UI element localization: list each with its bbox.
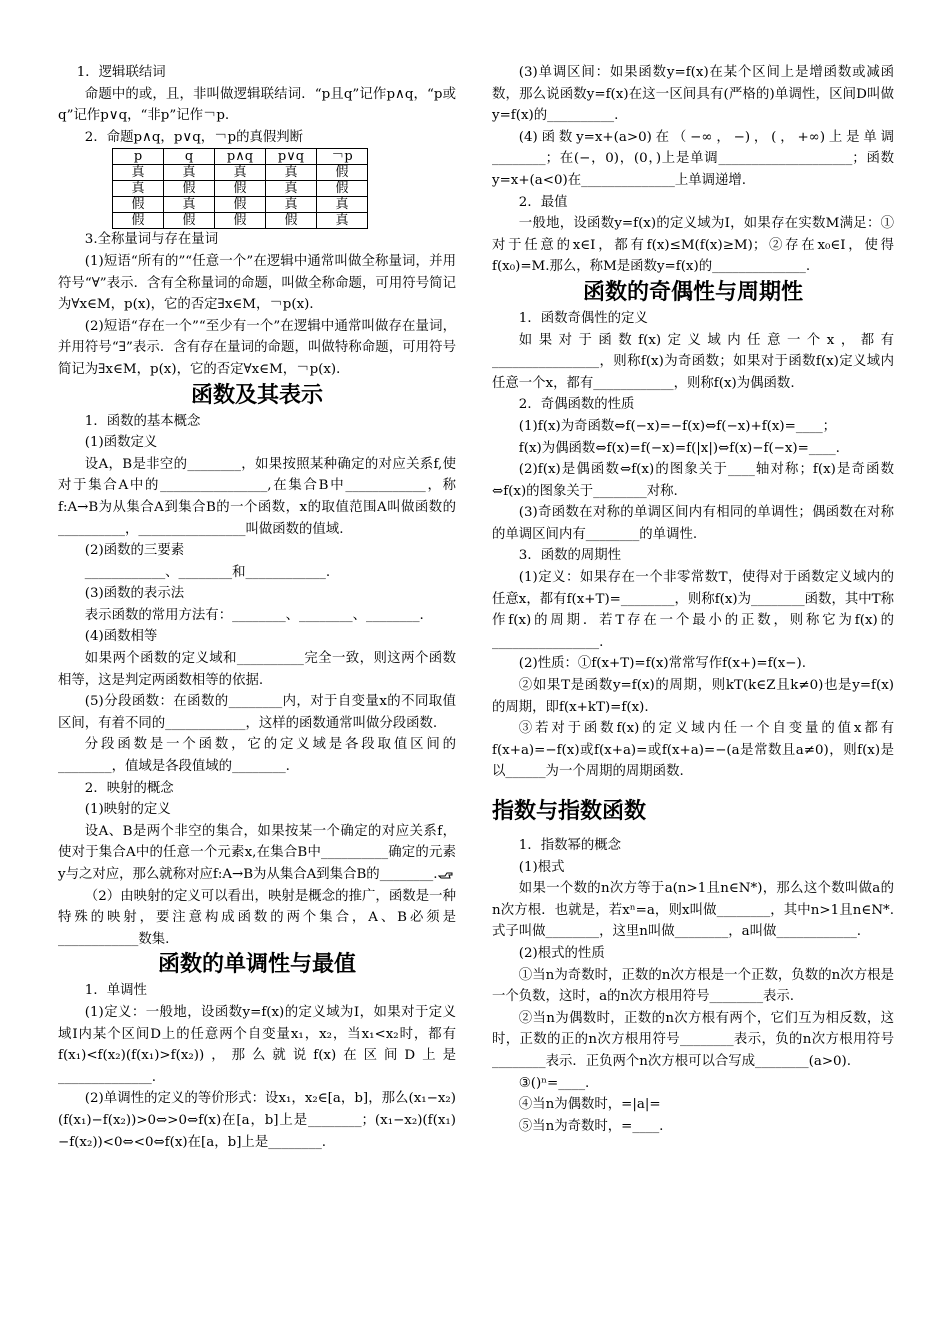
radical-property-3: ③()ⁿ=____. [518,1075,590,1091]
heading-parity-periodicity: 函数的奇偶性与周期性 [582,279,803,305]
function-equality-title: (4)函数相等 [84,629,158,645]
table-cell: 假 [113,213,164,229]
quantifier-title: 3.全称量词与存在量词 [84,232,219,248]
radical-property-odd: ①当n为奇数时，正数的n次方根是一个正数，负数的n次方根是一个负数，这时，a的n次方根用符号________表示. [492,967,894,1005]
header-or: p∨q [266,149,317,165]
periodicity-definition: (1)定义：如果存在一个非零常数T，使得对于函数定义域内的任意x，都有f(x+T)=________，则称f(x)为________函数，其中T称作f(x)的周期．若T存在一个最小的正数，则称它为f(x)的________________. [492,570,894,650]
piecewise-domain-paragraph: 分段函数是一个函数，它的定义域是各段取值区间的________，值域是各段值域的________. [58,737,456,775]
table-cell: 真 [164,165,215,181]
monotonicity-equivalent-forms: (2)单调性的定义的等价形式：设x₁，x₂∈[a，b]，那么(x₁−x₂)(f(x₁)−f(x₂))>0⇔>0⇔f(x)在[a，b]上是________；(x₁−x₂)(f(x₁)−f(x₂))<0⇔<0⇔f(x)在[a，b]上是________. [58,1091,456,1150]
extremum-paragraph: 一般地，设函数y=f(x)的定义域为I，如果存在实数M满足：①对于任意的x∈I，都有f(x)≤M(f(x)≥M)；②存在x₀∈I，使得f(x₀)=M.那么，称M是函数y=f(x)的______________. [492,216,894,275]
periodicity-property-3: ③若对于函数f(x)的定义域内任一个自变量的值x都有f(x+a)=−f(x)或f(x+a)=或f(x+a)=−(a是常数且a≠0)，则f(x)是以______为一个周期的周期函数. [492,721,894,780]
table-cell: 假 [215,197,266,213]
table-cell: 假 [215,181,266,197]
function-concept-title: 1．函数的基本概念 [84,413,201,429]
radical-properties-title: (2)根式的性质 [518,945,605,961]
radical-property-even: ②当n为偶数时，正数的n次方根有两个，它们互为相反数，这时，正数的正的n次方根用符号________表示，负的n次方根用符号________表示．正负两个n次方根可以合写成________(a>0). [492,1010,894,1069]
periodicity-property-1: (2)性质：①f(x+T)=f(x)常常写作f(x+)=f(x−). [518,656,807,672]
function-representation-title: (3)函数的表示法 [84,586,185,602]
mapping-definition-text: 设A、B是两个非空的集合，如果按某一个确定的对应关系f，使对于集合A中的任意一个元素x,在集合B中__________确定的元素y与之对应，那么就称对应f:A→B为从集合A到集合B的________. [58,823,456,882]
monotonicity-title: 1．单调性 [84,983,147,999]
left-column [58,62,456,1153]
truth-table [112,148,368,229]
function-equality-paragraph: 如果两个函数的定义域和__________完全一致，则这两个函数相等，这是判定两函数相等的依据. [58,651,456,688]
mapping-concept-title: 2．映射的概念 [84,780,174,796]
mapping-extension-paragraph: （2）由映射的定义可以看出，映射是概念的推广，函数是一种特殊的映射，要注意构成函数的两个集合，A、B必须是____________数集. [58,888,456,947]
truth-table-row [113,165,368,181]
right-column [492,62,894,1137]
exponent-concept-title: 1．指数幂的概念 [518,838,622,853]
radical-property-5: ⑤当n为奇数时，=____. [518,1118,664,1134]
table-cell: 假 [317,165,368,181]
truth-table-row [113,181,368,197]
function-elements-paragraph: ____________、________和____________. [84,564,331,580]
table-cell: 真 [266,165,317,181]
section-logic-title: 1．逻辑联结词 [76,65,166,80]
monotonicity-definition: (1)定义：一般地，设函数y=f(x)的定义域为I，如果对于定义域I内某个区间D上的任意两个自变量x₁，x₂，当x₁<x₂时，都有f(x₁)<f(x₂)(f(x₁)>f(x₂))，那么就说f(x)在区间D上是______________. [58,1004,456,1085]
table-cell: 真 [215,165,266,181]
parity-definition-paragraph: 如果对于函数f(x)定义域内任意一个x，都有________________，则称f(x)为奇函数；如果对于函数f(x)定义域内任意一个x，都有____________，则称f(x)为偶函数. [492,332,894,391]
radical-title: (1)根式 [518,859,565,875]
table-cell: 假 [113,197,164,213]
heading-exponent: 指数与指数函数 [492,799,647,824]
monotonic-interval-paragraph: (3)单调区间：如果函数y=f(x)在某个区间上是增函数或减函数，那么说函数y=f(x)在这一区间具有(严格的)单调性，区间D叫做y=f(x)的__________. [492,65,894,124]
table-cell: 假 [164,181,215,197]
piecewise-function-paragraph: (5)分段函数：在函数的________内，对于自变量x的不同取值区间，有着不同的____________，这样的函数通常叫做分段函数. [58,694,456,731]
table-cell: 假 [266,213,317,229]
parity-definition-title: 1．函数奇偶性的定义 [518,310,648,326]
header-q: q [164,149,215,165]
graph-symmetry-property: (2)f(x)是偶函数⇔f(x)的图象关于____轴对称；f(x)是奇函数⇔f(x)的图象关于________对称. [492,462,894,499]
truth-table-title: 2．命题p∧q，p∨q，￢p的真假判断 [84,129,304,145]
pointing-hand-icon [438,870,454,880]
truth-table-row [113,213,368,229]
function-definition-paragraph: 设A，B是非空的________，如果按照某种确定的对应关系f,使对于集合A中的________________,在集合B中____________，称f:A→B为从集合A到集合B的一个函数，x的取值范围A叫做函数的__________，________________叫做函数的值域. [58,456,456,537]
table-cell: 真 [266,197,317,213]
function-definition-title: (1)函数定义 [84,435,158,451]
radical-paragraph: 如果一个数的n次方等于a(n>1且n∈N*)，那么这个数叫做a的n次方根．也就是，若xⁿ=a，则x叫做________，其中n>1且n∈N*.式子叫做________，这里n叫做________，a叫做____________. [492,881,894,940]
function-elements-title: (2)函数的三要素 [84,543,185,559]
even-function-property: f(x)为偶函数⇔f(x)=f(−x)=f(|x|)⇔f(x)−f(−x)=____. [518,440,840,456]
table-cell: 真 [266,181,317,197]
mapping-definition-paragraph [58,821,456,886]
hook-function-paragraph: (4)函数y=x+(a>0)在（−∞，−)，(，+∞)上是单调________；在(−，0)，(0，)上是单调____________________；函数y=x+(a<0)在______________上单调递增. [492,129,894,188]
periodicity-property-2: ②如果T是函数y=f(x)的周期，则kT(k∈Z且k≠0)也是y=f(x)的周期，即f(x+kT)=f(x). [492,678,894,715]
universal-quantifier-paragraph: (1)短语“所有的”“任意一个”在逻辑中通常叫做全称量词，并用符号“∀”表示．含有全称量词的命题，叫做全称命题，可用符号简记为∀x∈M，p(x)，它的否定∃x∈M，￢p(x)． [58,253,456,313]
periodicity-title: 3．函数的周期性 [518,548,622,564]
table-cell: 假 [215,213,266,229]
table-cell: 假 [317,181,368,197]
existential-quantifier-paragraph: (2)短语“存在一个”“至少有一个”在逻辑中通常叫做存在量词，并用符号“∃”表示．含有存在量词的命题，叫做特称命题，可用符号简记为∃x∈M，p(x)，它的否定∀x∈M，￢p(x)． [58,318,456,377]
logic-connectives-paragraph: 命题中的或，且，非叫做逻辑联结词．“p且q”记作p∧q，“p或q”记作p∨q，“非p”记作￢p. [58,86,456,124]
extremum-title: 2．最值 [518,194,568,210]
header-p: p [113,149,164,165]
table-cell: 假 [164,213,215,229]
mapping-definition-title: (1)映射的定义 [84,802,171,818]
header-and: p∧q [215,149,266,165]
odd-function-property: (1)f(x)为奇函数⇔f(−x)=−f(x)⇔f(−x)+f(x)=____； [518,418,837,434]
table-cell: 真 [317,197,368,213]
radical-property-4: ④当n为偶数时，=|a|= [518,1097,661,1113]
truth-table-row [113,197,368,213]
parity-monotonicity-property: (3)奇函数在对称的单调区间内有相同的单调性；偶函数在对称的单调区间内有________的单调性. [492,505,894,542]
heading-function-representation: 函数及其表示 [190,382,323,408]
function-representation-paragraph: 表示函数的常用方法有：________、________、________. [84,607,424,623]
heading-monotonicity: 函数的单调性与最值 [157,952,356,978]
table-cell: 真 [113,165,164,181]
table-cell: 真 [113,181,164,197]
table-cell: 真 [317,213,368,229]
header-not: ￢p [317,149,368,165]
parity-properties-title: 2．奇偶函数的性质 [518,397,635,413]
table-cell: 真 [164,197,215,213]
truth-table-header [113,149,368,165]
